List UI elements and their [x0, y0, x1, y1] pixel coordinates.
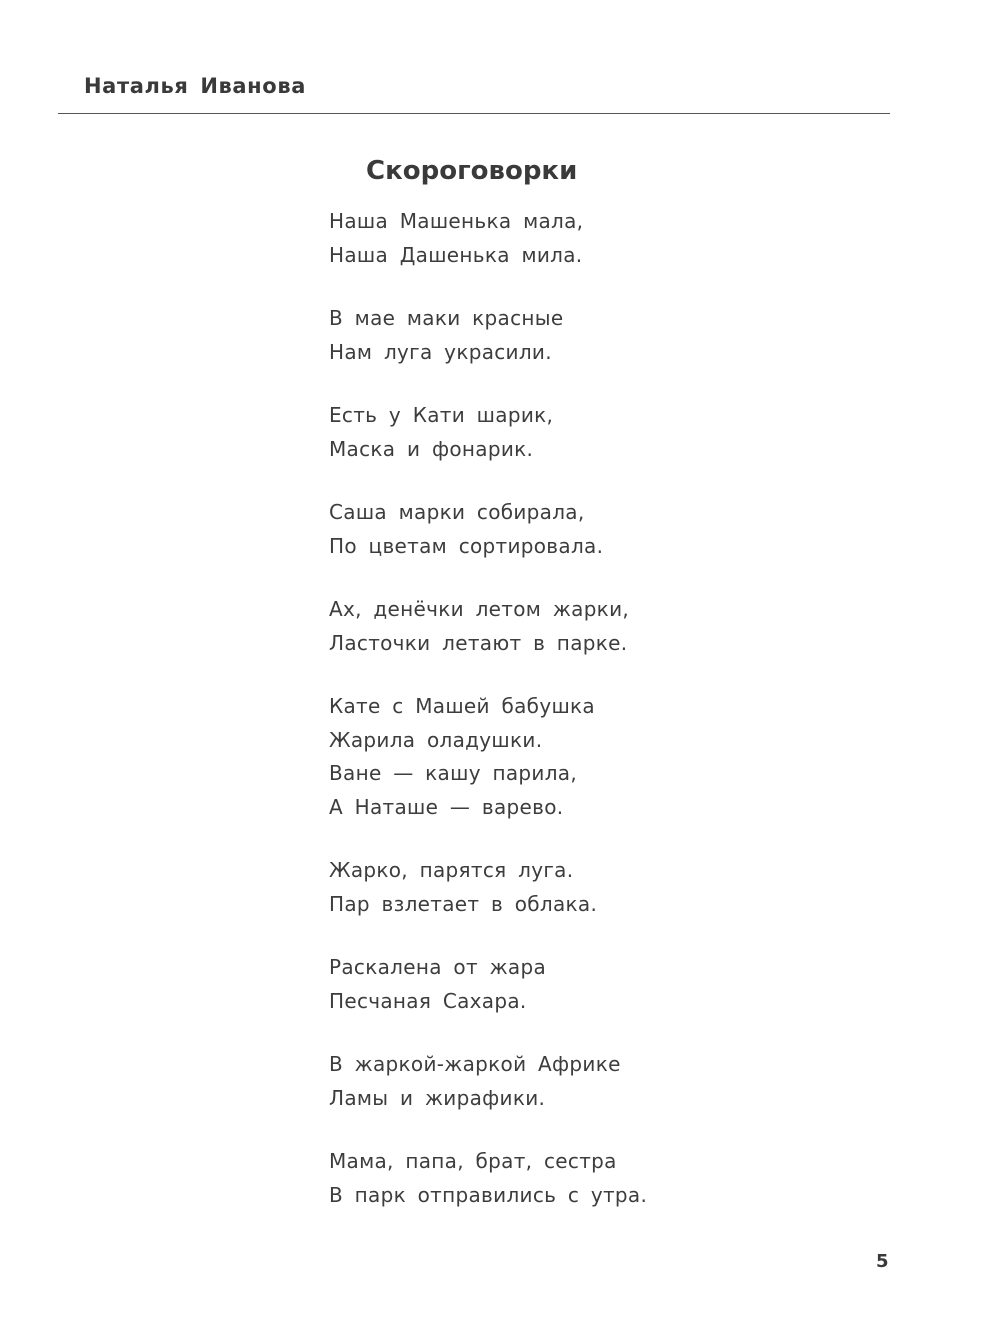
poem-line: Ласточки летают в парке. [329, 630, 628, 655]
poem-line: Саша марки собирала, [329, 500, 585, 524]
stanza [329, 690, 889, 824]
stanza [329, 302, 889, 369]
poem-title: Скороговорки [366, 156, 578, 186]
poem-line: Кате с Машей бабушка [329, 694, 595, 718]
stanza [329, 951, 889, 1018]
stanza [329, 593, 889, 660]
poem-line: В парк отправились с утра. [329, 1182, 648, 1207]
poem-line: А Наташе — варево. [329, 794, 564, 819]
poem-line: Ване — кашу парила, [329, 761, 578, 785]
poem-body [329, 205, 889, 1242]
author-name: Наталья Иванова [84, 74, 306, 98]
poem-line: Раскалена от жара [329, 955, 546, 979]
stanza [329, 854, 889, 921]
poem-line: Наша Машенька мала, [329, 209, 584, 233]
poem-line: Ах, денёчки летом жарки, [329, 597, 630, 621]
poem-line: Ламы и жирафики. [329, 1085, 546, 1110]
poem-line: Наша Дашенька мила. [329, 242, 583, 267]
stanza [329, 496, 889, 563]
poem-line: В жаркой-жаркой Африке [329, 1052, 621, 1076]
stanza [329, 1145, 889, 1212]
poem-line: Жарко, парятся луга. [329, 858, 574, 882]
poem-line: Пар взлетает в облака. [329, 891, 598, 916]
poem-line: Нам луга украсили. [329, 339, 552, 364]
stanza [329, 399, 889, 466]
stanza [329, 205, 889, 272]
poem-line: По цветам сортировала. [329, 533, 604, 558]
stanza [329, 1048, 889, 1115]
header-divider [58, 113, 890, 114]
poem-line: Жарила оладушки. [329, 727, 543, 752]
poem-line: В мае маки красные [329, 306, 564, 330]
poem-line: Маска и фонарик. [329, 436, 534, 461]
poem-line: Есть у Кати шарик, [329, 403, 554, 427]
poem-line: Мама, папа, брат, сестра [329, 1149, 617, 1173]
page-number: 5 [876, 1251, 889, 1272]
poem-line: Песчаная Сахара. [329, 988, 527, 1013]
